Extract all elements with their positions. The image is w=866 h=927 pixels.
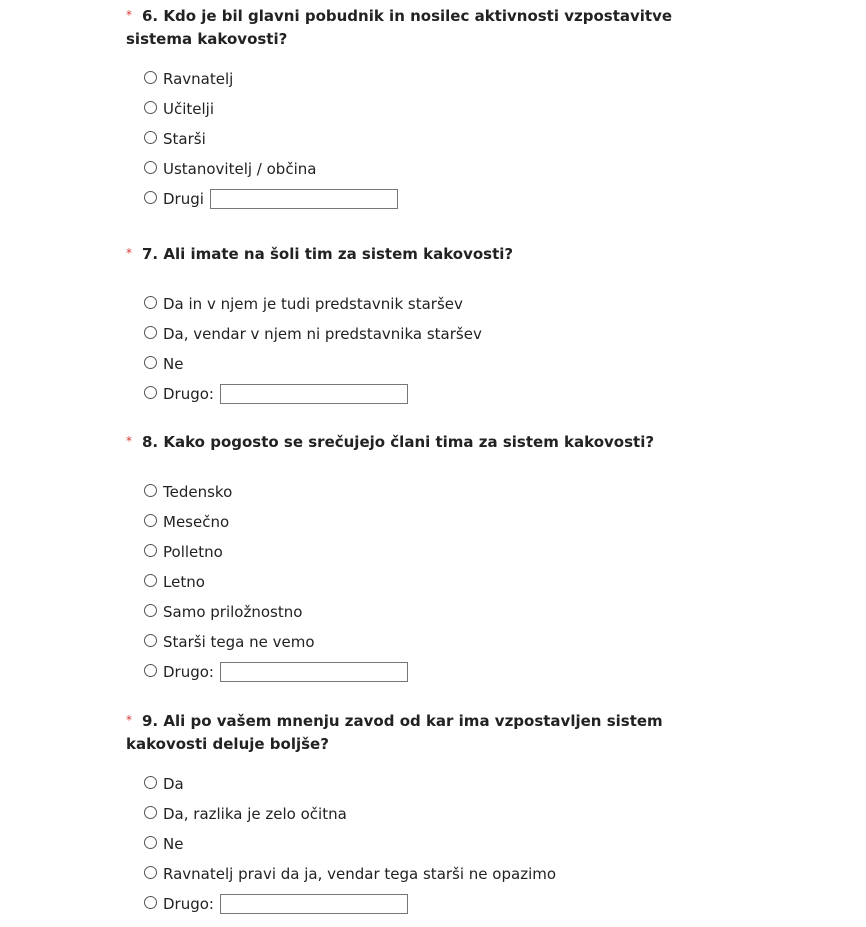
radio-button[interactable]	[144, 161, 157, 174]
option-letno[interactable]	[126, 567, 686, 597]
option-label: Drugo:	[163, 895, 214, 913]
radio-button[interactable]	[144, 604, 157, 617]
option-ne[interactable]	[126, 829, 686, 859]
option-da-brez-predstavnika[interactable]	[126, 319, 686, 349]
required-marker: *	[126, 713, 132, 727]
radio-button[interactable]	[144, 664, 157, 677]
option-ravnatelj-pravi[interactable]	[126, 859, 686, 889]
question-text: 8. Kako pogosto se srečujejo člani tima za sistem kakovosti?	[142, 433, 655, 451]
other-text-input[interactable]	[210, 189, 398, 209]
options-list	[126, 64, 686, 214]
options-list	[126, 769, 686, 919]
option-label: Da, vendar v njem ni predstavnika staršev	[163, 325, 482, 343]
other-text-input[interactable]	[220, 384, 408, 404]
question-title	[126, 710, 686, 755]
option-ne-vemo[interactable]	[126, 627, 686, 657]
option-tedensko[interactable]	[126, 477, 686, 507]
option-other[interactable]	[126, 184, 686, 214]
option-label: Ravnatelj	[163, 70, 234, 88]
option-label: Letno	[163, 573, 205, 591]
option-ustanovitelj[interactable]	[126, 154, 686, 184]
question-9	[126, 710, 686, 919]
option-other[interactable]	[126, 379, 686, 409]
radio-button[interactable]	[144, 866, 157, 879]
option-ucitelji[interactable]	[126, 94, 686, 124]
option-label: Ravnatelj pravi da ja, vendar tega starši ne opazimo	[163, 865, 557, 883]
radio-button[interactable]	[144, 806, 157, 819]
radio-button[interactable]	[144, 131, 157, 144]
option-label: Ne	[163, 835, 184, 853]
option-ravnatelj[interactable]	[126, 64, 686, 94]
required-marker: *	[126, 246, 132, 260]
radio-button[interactable]	[144, 896, 157, 909]
required-marker: *	[126, 434, 132, 448]
option-label: Samo priložnostno	[163, 603, 303, 621]
option-label: Ustanovitelj / občina	[163, 160, 317, 178]
option-starsi[interactable]	[126, 124, 686, 154]
radio-button[interactable]	[144, 484, 157, 497]
option-da-ocitna[interactable]	[126, 799, 686, 829]
question-title	[126, 243, 686, 266]
radio-button[interactable]	[144, 326, 157, 339]
radio-button[interactable]	[144, 71, 157, 84]
option-mesecno[interactable]	[126, 507, 686, 537]
other-text-input[interactable]	[220, 894, 408, 914]
option-other[interactable]	[126, 657, 686, 687]
other-text-input[interactable]	[220, 662, 408, 682]
question-text: 7. Ali imate na šoli tim za sistem kakovosti?	[142, 245, 514, 263]
radio-button[interactable]	[144, 101, 157, 114]
option-label: Drugo:	[163, 663, 214, 681]
radio-button[interactable]	[144, 634, 157, 647]
option-da[interactable]	[126, 769, 686, 799]
option-label: Mesečno	[163, 513, 230, 531]
radio-button[interactable]	[144, 514, 157, 527]
question-7	[126, 243, 686, 409]
option-da-predstavnik[interactable]	[126, 289, 686, 319]
option-priloznostno[interactable]	[126, 597, 686, 627]
options-list	[126, 477, 686, 687]
option-other[interactable]	[126, 889, 686, 919]
radio-button[interactable]	[144, 386, 157, 399]
question-title	[126, 5, 686, 50]
radio-button[interactable]	[144, 776, 157, 789]
option-label: Da	[163, 775, 184, 793]
question-8	[126, 431, 686, 687]
radio-button[interactable]	[144, 356, 157, 369]
required-marker: *	[126, 8, 132, 22]
option-label: Drugi	[163, 190, 204, 208]
option-label: Polletno	[163, 543, 223, 561]
option-label: Da in v njem je tudi predstavnik staršev	[163, 295, 463, 313]
option-label: Učitelji	[163, 100, 215, 118]
option-label: Ne	[163, 355, 184, 373]
option-label: Starši tega ne vemo	[163, 633, 315, 651]
radio-button[interactable]	[144, 191, 157, 204]
question-title	[126, 431, 686, 454]
option-ne[interactable]	[126, 349, 686, 379]
options-list	[126, 289, 686, 409]
option-label: Starši	[163, 130, 206, 148]
option-polletno[interactable]	[126, 537, 686, 567]
question-text: 6. Kdo je bil glavni pobudnik in nosilec aktivnosti vzpostavitve sistema kakovosti?	[126, 7, 673, 48]
question-text: 9. Ali po vašem mnenju zavod od kar ima vzpostavljen sistem kakovosti deluje boljše?	[126, 712, 663, 753]
option-label: Tedensko	[163, 483, 233, 501]
option-label: Da, razlika je zelo očitna	[163, 805, 347, 823]
radio-button[interactable]	[144, 836, 157, 849]
radio-button[interactable]	[144, 296, 157, 309]
radio-button[interactable]	[144, 544, 157, 557]
radio-button[interactable]	[144, 574, 157, 587]
question-6	[126, 5, 686, 214]
option-label: Drugo:	[163, 385, 214, 403]
